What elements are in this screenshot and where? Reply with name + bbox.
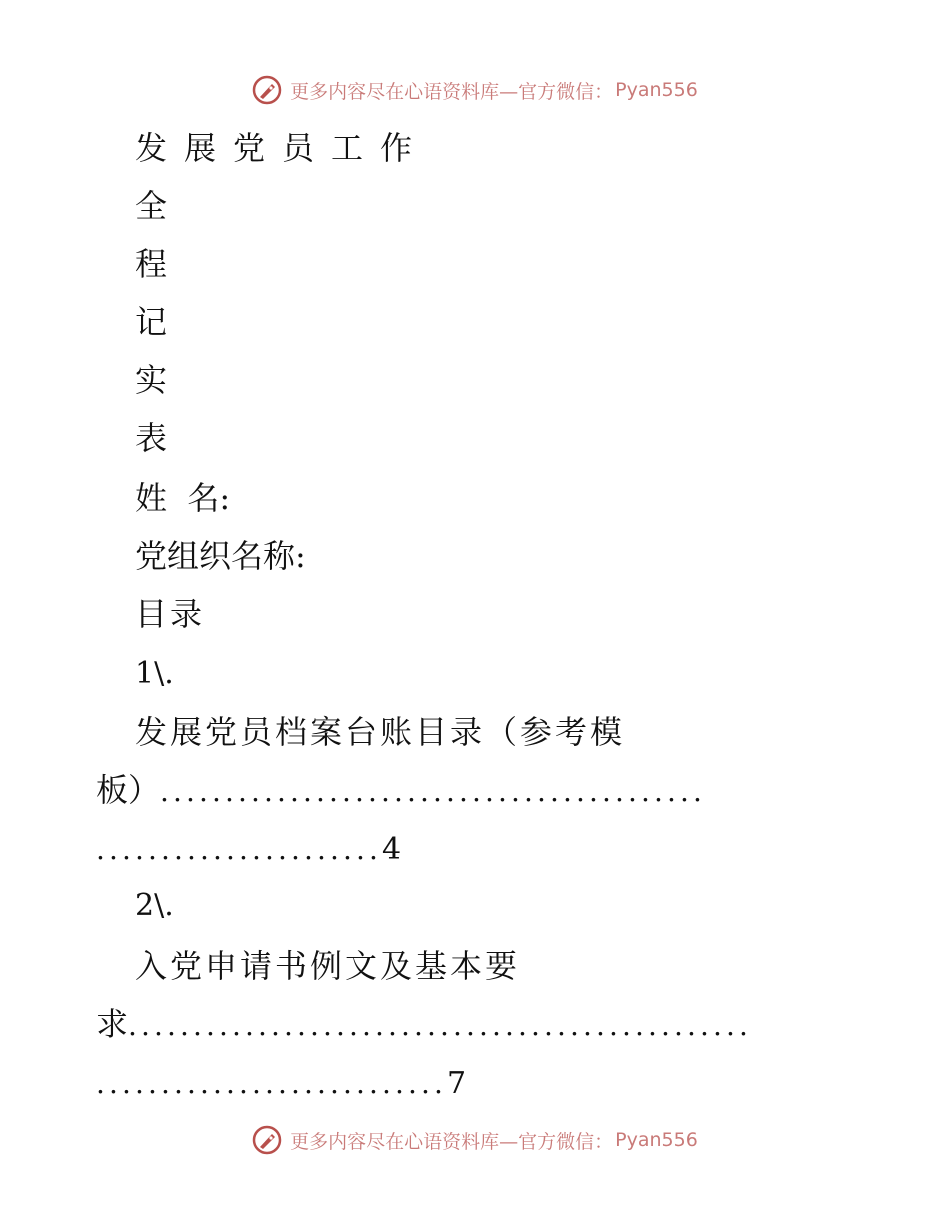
pen-nib-logo-icon <box>252 1125 282 1155</box>
cover-title-char: 表 <box>135 419 168 457</box>
cover-title-char: 全 <box>135 187 168 225</box>
pen-nib-logo-icon <box>252 75 282 105</box>
toc-entry-line <box>96 1062 466 1102</box>
org-label: 党组织名称: <box>135 537 306 575</box>
toc-entry-title-cont: 求 <box>96 1005 129 1043</box>
toc-entry-line <box>96 1004 752 1044</box>
toc-entry-number: 2\. <box>135 888 174 923</box>
watermark-text: 更多内容尽在心语资料库—官方微信： <box>290 1130 614 1153</box>
toc-entry-title: 发展党员档案台账目录（参考模 <box>135 713 626 751</box>
toc-entry-number: 1\. <box>135 656 174 691</box>
footer-watermark <box>0 1120 950 1160</box>
header-watermark <box>0 70 950 110</box>
toc-entry-line <box>96 828 401 868</box>
watermark-wechat-id: Pyan556 <box>615 1129 698 1151</box>
toc-heading: 目录 <box>135 595 206 633</box>
cover-title: 发展党员工作 <box>135 129 430 167</box>
toc-page-number: 4 <box>382 832 402 867</box>
cover-title-char: 实 <box>135 361 168 399</box>
watermark-wechat-id: Pyan556 <box>615 79 698 101</box>
toc-page-number: 7 <box>447 1066 467 1101</box>
toc-leader-dots: ........................... <box>96 1067 448 1100</box>
toc-leader-dots: .......................................... <box>160 775 707 808</box>
name-label: 姓 名: <box>135 479 231 517</box>
toc-leader-dots: ................................................ <box>128 1009 753 1042</box>
toc-entry-title-cont: 板） <box>96 771 161 809</box>
toc-leader-dots: ...................... <box>96 833 383 866</box>
cover-title-char: 程 <box>135 245 168 283</box>
cover-title-char: 记 <box>135 303 168 341</box>
toc-entry-title: 入党申请书例文及基本要 <box>135 947 521 985</box>
watermark-text: 更多内容尽在心语资料库—官方微信： <box>290 80 614 103</box>
toc-entry-line <box>96 770 706 810</box>
